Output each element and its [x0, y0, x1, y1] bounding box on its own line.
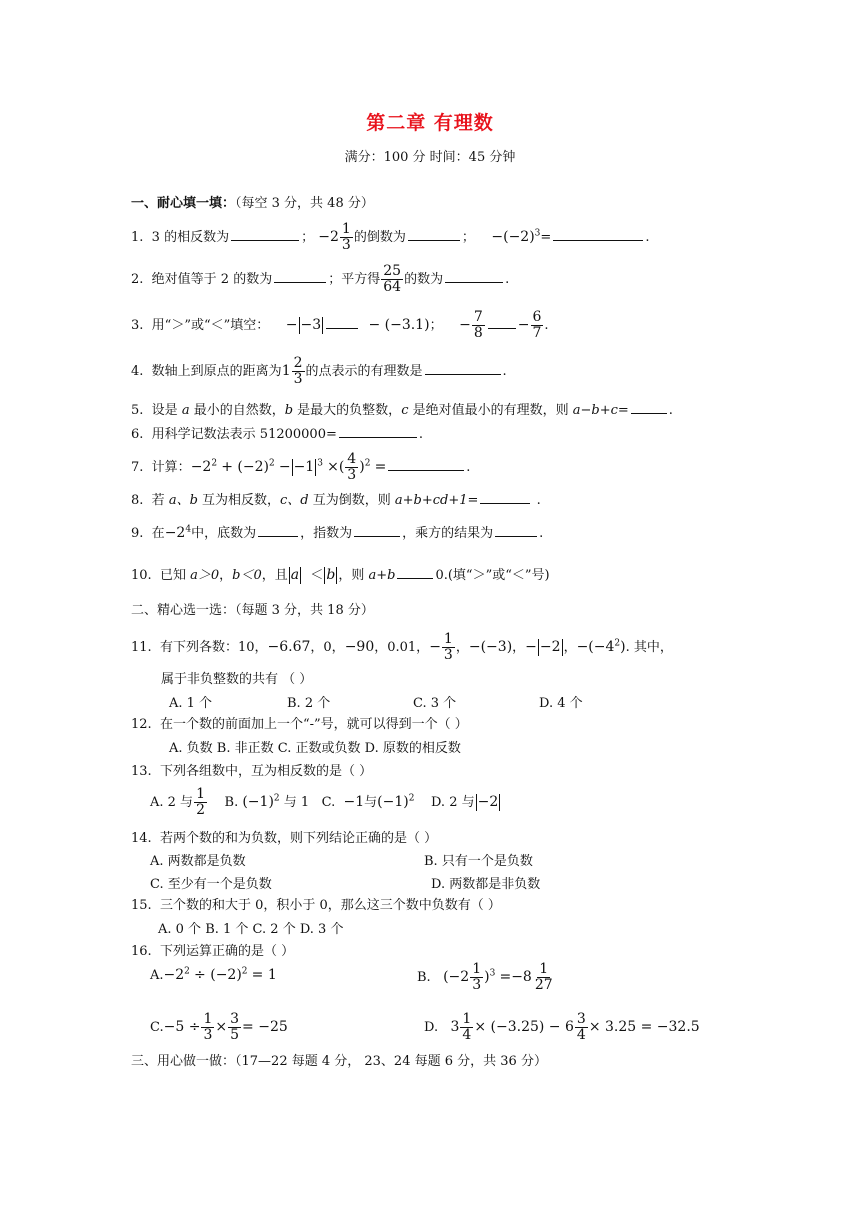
question-12-options[interactable]: A. 负数 B. 非正数 C. 正数或负数 D. 原数的相反数: [169, 741, 461, 756]
answer-blank[interactable]: [488, 315, 516, 329]
option-b[interactable]: B. 只有一个是负数: [424, 854, 533, 869]
answer-blank[interactable]: [231, 227, 299, 241]
answer-blank[interactable]: [480, 490, 530, 504]
option-c[interactable]: C.−5 ÷ $\frac{1}{3}$ × $\frac{3}{5}$ = −25: [150, 1011, 288, 1043]
option-a[interactable]: $A.-2^2 \div (-2)^2 = 1$: [150, 966, 277, 983]
question-14: 14. 若两个数的和为负数，则下列结论正确的是（ ）: [131, 831, 438, 846]
answer-blank[interactable]: [445, 269, 503, 283]
answer-blank[interactable]: [425, 361, 501, 375]
question-2: 2. 绝对值等于 2 的数为 ；平方得 $\frac{25}{64}$ 的数为 .: [131, 263, 510, 295]
option-a[interactable]: A. 2 与 $\frac{1}{2}$: [150, 786, 205, 818]
question-4: 4. 数轴上到原点的距离为1 $\frac{2}{3}$ 的点表示的有理数是 .: [131, 355, 507, 387]
option-c[interactable]: C. 3 个: [413, 696, 457, 711]
option-d[interactable]: D. 3 $\frac{1}{4}$ × (−3.25) − 6 $\frac{3}{4}$ × 3.25 = −32.5: [424, 1011, 700, 1043]
answer-blank[interactable]: [274, 269, 326, 283]
question-15: 15. 三个数的和大于 0，积小于 0，那么这三个数中负数有（ ）: [131, 898, 501, 913]
answer-blank[interactable]: [397, 565, 433, 579]
page-title: 第二章 有理数: [366, 112, 494, 134]
option-b[interactable]: B. 2 个: [287, 696, 331, 711]
question-16: 16. 下列运算正确的是（ ）: [131, 944, 295, 959]
answer-blank[interactable]: [495, 523, 537, 537]
option-b[interactable]: B. $(-1)^2$ 与 1: [224, 793, 310, 810]
option-a[interactable]: A. 1 个: [169, 696, 213, 711]
answer-blank[interactable]: [339, 424, 417, 438]
section-3-heading: 三、用心做一做：（17—22 每题 4 分， 23、24 每题 6 分，共 36 分）: [131, 1054, 547, 1069]
answer-blank[interactable]: [631, 400, 667, 414]
question-11: 11. 有下列各数：10，−6.67，0，−90，0.01，− $\frac{1}{3}$ ，−(−3)，− −2 ，$-(-4^2)$. 其中，: [131, 631, 673, 663]
option-b[interactable]: B. (−2 $\frac{1}{3}$ )$^3$ =−8 $\frac{1}{27}$: [417, 961, 553, 993]
option-c[interactable]: C. −1与$(-1)^2$: [321, 793, 415, 810]
answer-blank[interactable]: [408, 227, 460, 241]
answer-blank[interactable]: [258, 523, 298, 537]
answer-blank[interactable]: [354, 523, 400, 537]
question-13-options: [150, 787, 501, 818]
question-7: 7. 计算：$-2^2 + (-2)^2 - -1$ $^3$ ×( $\frac{4}{3}$ )$^2$ = .: [131, 451, 471, 483]
answer-blank[interactable]: [553, 227, 643, 241]
question-11-line2: 属于非负整数的共有 （ ）: [161, 672, 313, 687]
answer-blank[interactable]: [388, 457, 464, 471]
section-1-heading: 一、耐心填一填：（每空 3 分，共 48 分）: [131, 196, 374, 211]
question-1: 1. 3 的相反数为 ； −2 $\frac{1}{3}$ 的倒数为 ； $-(-2)^3=$ .: [131, 221, 650, 253]
question-6: 6. 用科学记数法表示 51200000= .: [131, 423, 423, 442]
question-9: 9. 在$-2^4$中，底数为 ，指数为 ，乘方的结果为 .: [131, 524, 544, 541]
question-13: 13. 下列各组数中，互为相反数的是（ ）: [131, 764, 373, 779]
page-subtitle: 满分：100 分 时间：45 分钟: [344, 150, 516, 165]
question-3: 3. 用“＞”或“＜”填空： − −3 − (−3.1)； − $\frac{7}{8}$ − $\frac{6}{7}$ .: [131, 309, 549, 341]
question-15-options[interactable]: A. 0 个 B. 1 个 C. 2 个 D. 3 个: [158, 922, 344, 937]
question-5: 5. 设是 a 最小的自然数，b 是最大的负整数，c 是绝对值最小的有理数，则 a−b+c= .: [131, 399, 673, 418]
option-c[interactable]: C. 至少有一个是负数: [150, 877, 272, 892]
question-10: 10. 已知 a＞0，b＜0，且 a ＜ b ，则 a+b 0.(填“＞”或“＜”号): [131, 567, 550, 583]
question-12: 12. 在一个数的前面加上一个“-”号，就可以得到一个（ ）: [131, 717, 468, 732]
option-d[interactable]: D. 2 与 −2: [430, 794, 499, 810]
option-d[interactable]: D. 4 个: [539, 696, 583, 711]
section-2-heading: 二、精心选一选：（每题 3 分，共 18 分）: [131, 603, 374, 618]
question-8: 8. 若 a、b 互为相反数，c、d 互为倒数，则 a+b+cd+1= .: [131, 489, 541, 508]
option-d[interactable]: D. 两数都是非负数: [431, 877, 541, 892]
answer-blank[interactable]: [326, 315, 358, 329]
option-a[interactable]: A. 两数都是负数: [150, 854, 246, 869]
question-11-options: [169, 692, 583, 711]
